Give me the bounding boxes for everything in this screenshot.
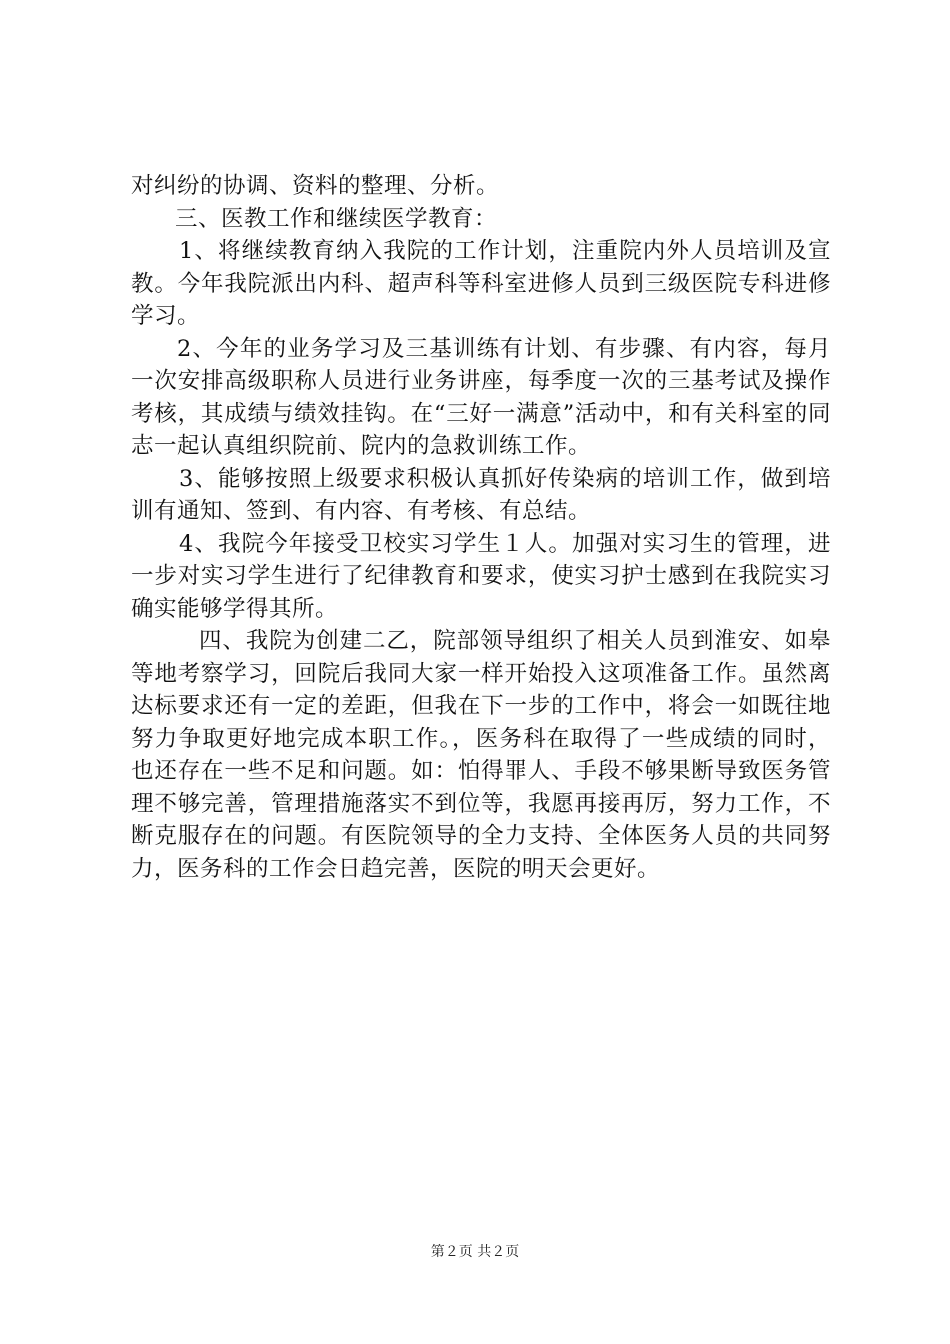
page-footer: 第２页 共２页 (430, 1244, 520, 1260)
section-heading-three: 三、医教工作和继续医学教育： (175, 205, 498, 232)
paragraph-item-1: 1、将继续教育纳入我院的工作计划，注重院内外人员培训及宣教。今年我院派出内科、超声科等科室进修人员到三级医院专科进修学习。 (131, 238, 831, 329)
paragraph-item-3: 3、能够按照上级要求积极认真抓好传染病的培训工作，做到培训有通知、签到、有内容、有考核、有总结。 (131, 465, 831, 524)
document-body (131, 170, 831, 885)
paragraph-continuation: 对纠纷的协调、资料的整理、分析。 (131, 173, 500, 199)
paragraph-item-2: 2、今年的业务学习及三基训练有计划、有步骤、有内容，每月一次安排高级职称人员进行业务讲座，每季度一次的三基考试及操作考核，其成绩与绩效挂钩。在“三好一满意”活动中，和有关科室的同志一起认真组织院前、院内的急救训练工作。 (131, 335, 831, 459)
paragraph-item-4: 4、我院今年接受卫校实习学生１人。加强对实习生的管理，进一步对实习学生进行了纪律教育和要求，使实习护士感到在我院实习确实能够学得其所。 (131, 530, 831, 622)
section-paragraph-four: 四、我院为创建二乙，院部领导组织了相关人员到淮安、如皋等地考察学习，回院后我同大家一样开始投入这项准备工作。虽然离达标要求还有一定的差距，但我在下一步的工作中，将会一如既往地努力争取更好地完成本职工作。，医务科在取得了一些成绩的同时，也还存在一些不足和问题。如：怕得罪人、手段不够果断导致医务管理不够完善，管理措施落实不到位等，我愿再接再厉，努力工作，不断克服存在的问题。有医院领导的全力支持、全体医务人员的共同努力，医务科的工作会日趋完善，医院的明天会更好。 (131, 628, 831, 882)
